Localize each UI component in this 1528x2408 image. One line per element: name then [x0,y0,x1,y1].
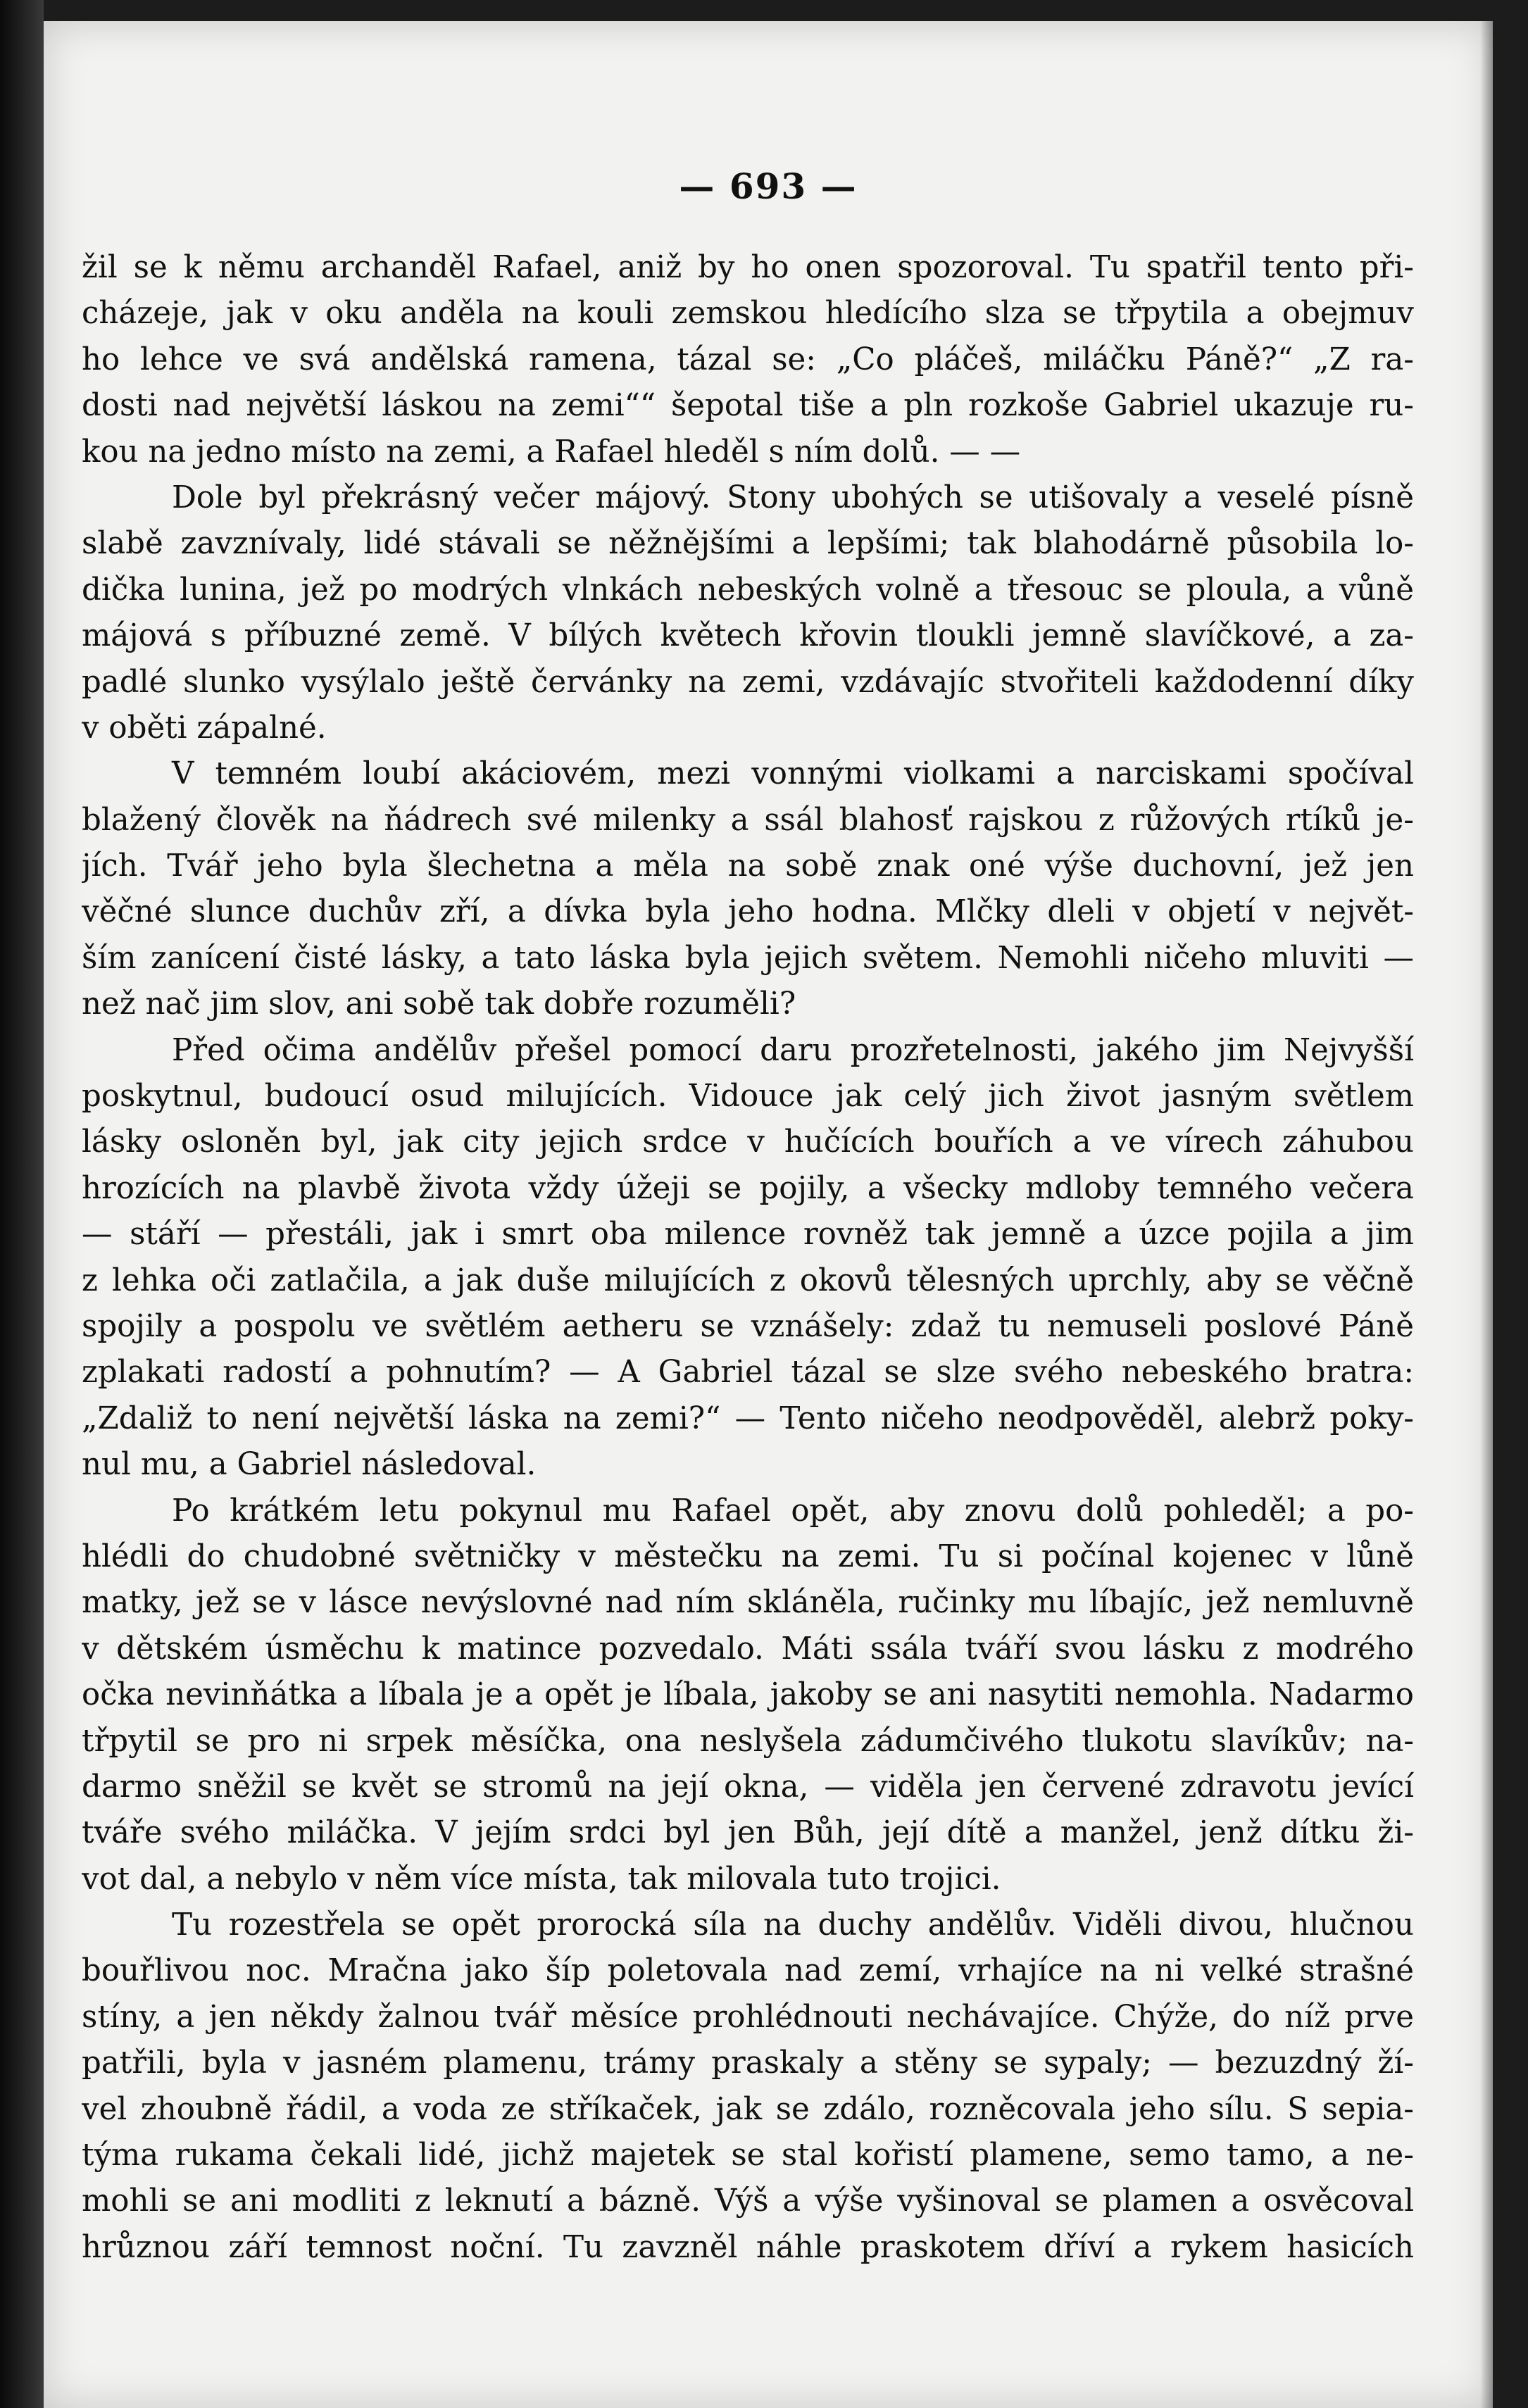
text-line: cházeje, jak v oku anděla na kouli zemskou hledícího slza se třpytila a obejmuv [82,296,1414,332]
page-number: — 693 — [679,165,858,207]
text-line: — stáří — přestáli, jak i smrt oba milence rovněž tak jemně a úzce pojila a jim [82,1217,1414,1253]
text-line: dosti nad největší láskou na zemi““ šepotal tiše a pln rozkoše Gabriel ukazuje ru- [82,388,1414,424]
text-line: třpytil se pro ni srpek měsíčka, ona neslyšela zádumčivého tlukotu slavíkův; na- [82,1723,1414,1759]
book-page [44,21,1493,2408]
paragraph [82,475,1414,751]
scan-edge-left [0,0,44,2408]
text-line: padlé slunko vysýlalo ještě červánky na zemi, vzdávajíc stvořiteli každodenní díky [82,664,1414,700]
paragraph [82,1028,1414,1488]
text-line: nul mu, a Gabriel následoval. [82,1447,537,1483]
text-line: Tu rozestřela se opět prorocká síla na duchy andělův. Viděli divou, hlučnou [172,1907,1414,1943]
text-line: Před očima andělův přešel pomocí daru prozřetelnosti, jakého jim Nejvyšší [172,1032,1414,1068]
text-line: dička lunina, jež po modrých vlnkách nebeských volně a třesouc se ploula, a vůně [82,572,1414,608]
text-line: Dole byl překrásný večer májový. Stony ubohých se utišovaly a veselé písně [172,479,1414,515]
text-line: matky, jež se v lásce nevýslovné nad ním skláněla, ručinky mu líbajíc, jež nemluvně [82,1585,1414,1621]
body-text [82,245,1414,2271]
paragraph [82,751,1414,1027]
text-line: ho lehce ve svá andělská ramena, tázal se: „Co pláčeš, miláčku Páně?“ „Z ra- [82,341,1414,377]
text-line: vot dal, a nebylo v něm více místa, tak milovala tuto trojici. [82,1861,1001,1897]
paragraph [82,245,1414,475]
text-line: ším zanícení čisté lásky, a tato láska byla jejich světem. Nemohli ničeho mluviti — [82,940,1414,976]
text-line: žil se k němu archanděl Rafael, aniž by ho onen spozoroval. Tu spatřil tento při- [82,250,1414,285]
text-line: patřili, byla v jasném plamenu, trámy praskaly a stěny se sypaly; — bezuzdný ží- [82,2045,1414,2081]
text-line: bouřlivou noc. Mračna jako šíp poletovala nad zemí, vrhajíce na ni velké strašné [82,1953,1414,1989]
text-line: stíny, a jen někdy žalnou tvář měsíce prohlédnouti nechávajíce. Chýže, do níž prve [82,1999,1414,2035]
text-line: tváře svého miláčka. V jejím srdci byl jen Bůh, její dítě a manžel, jenž dítku ži- [82,1815,1414,1851]
text-line: lásky osloněn byl, jak city jejich srdce v hučících bouřích a ve vírech záhubou [82,1124,1414,1160]
text-line: zplakati radostí a pohnutím? — A Gabriel tázal se slze svého nebeského bratra: [82,1355,1414,1391]
text-line: věčné slunce duchův zří, a dívka byla jeho hodna. Mlčky dleli v objetí v největ- [82,894,1414,930]
text-line: z lehka oči zatlačila, a jak duše milujících z okovů tělesných uprchly, aby se věčně [82,1262,1414,1298]
text-line: jích. Tvář jeho byla šlechetna a měla na sobě znak oné výše duchovní, jež jen [82,848,1414,884]
text-line: vel zhoubně řádil, a voda ze stříkaček, jak se zdálo, rozněcovala jeho sílu. S sepia- [82,2091,1414,2127]
text-line: májová s příbuzné země. V bílých květech křovin tloukli jemně slavíčkové, a za- [82,618,1414,654]
text-line: darmo sněžil se květ se stromů na její okna, — viděla jen červené zdravotu jevící [82,1769,1414,1805]
text-line: mohli se ani modliti z leknutí a bázně. Výš a výše vyšinoval se plamen a osvěcoval [82,2183,1414,2219]
text-line: očka nevinňátka a líbala je a opět je líbala, jakoby se ani nasytiti nemohla. Nadarmo [82,1677,1414,1713]
paragraph [82,1488,1414,1903]
text-line: hrůznou září temnost noční. Tu zavzněl náhle praskotem dříví a rykem hasicích [82,2229,1414,2265]
text-line: hrozících na plavbě života vždy úžeji se pojily, a všecky mdloby temného večera [82,1170,1414,1206]
text-line: v dětském úsměchu k matince pozvedalo. Máti ssála tváří svou lásku z modrého [82,1631,1414,1667]
text-line: Po krátkém letu pokynul mu Rafael opět, aby znovu dolů pohleděl; a po- [172,1493,1414,1529]
text-line: slabě zavznívaly, lidé stávali se něžnějšími a lepšími; tak blahodárně působila lo- [82,526,1414,562]
text-line: týma rukama čekali lidé, jichž majetek se stal kořistí plamene, semo tamo, a ne- [82,2138,1414,2174]
text-line: V temném loubí akáciovém, mezi vonnými violkami a narciskami spočíval [172,756,1414,792]
text-line: spojily a pospolu ve světlém aetheru se vznášely: zdaž tu nemuseli poslové Páně [82,1308,1414,1344]
text-line: „Zdaliž to není největší láska na zemi?“ — Tento ničeho neodpověděl, alebrž poky- [82,1400,1414,1436]
paragraph [82,1902,1414,2271]
text-line: poskytnul, budoucí osud milujících. Vidouce jak celý jich život jasným světlem [82,1079,1414,1115]
text-line: v oběti zápalné. [82,710,327,746]
text-line: hlédli do chudobné světničky v městečku na zemi. Tu si počínal kojenec v lůně [82,1538,1414,1574]
text-line: než nač jim slov, ani sobě tak dobře rozuměli? [82,986,796,1022]
text-line: kou na jedno místo na zemi, a Rafael hleděl s ním dolů. — — [82,434,1021,470]
text-line: blažený člověk na ňádrech své milenky a ssál blahosť rajskou z růžových rtíků je- [82,802,1414,838]
